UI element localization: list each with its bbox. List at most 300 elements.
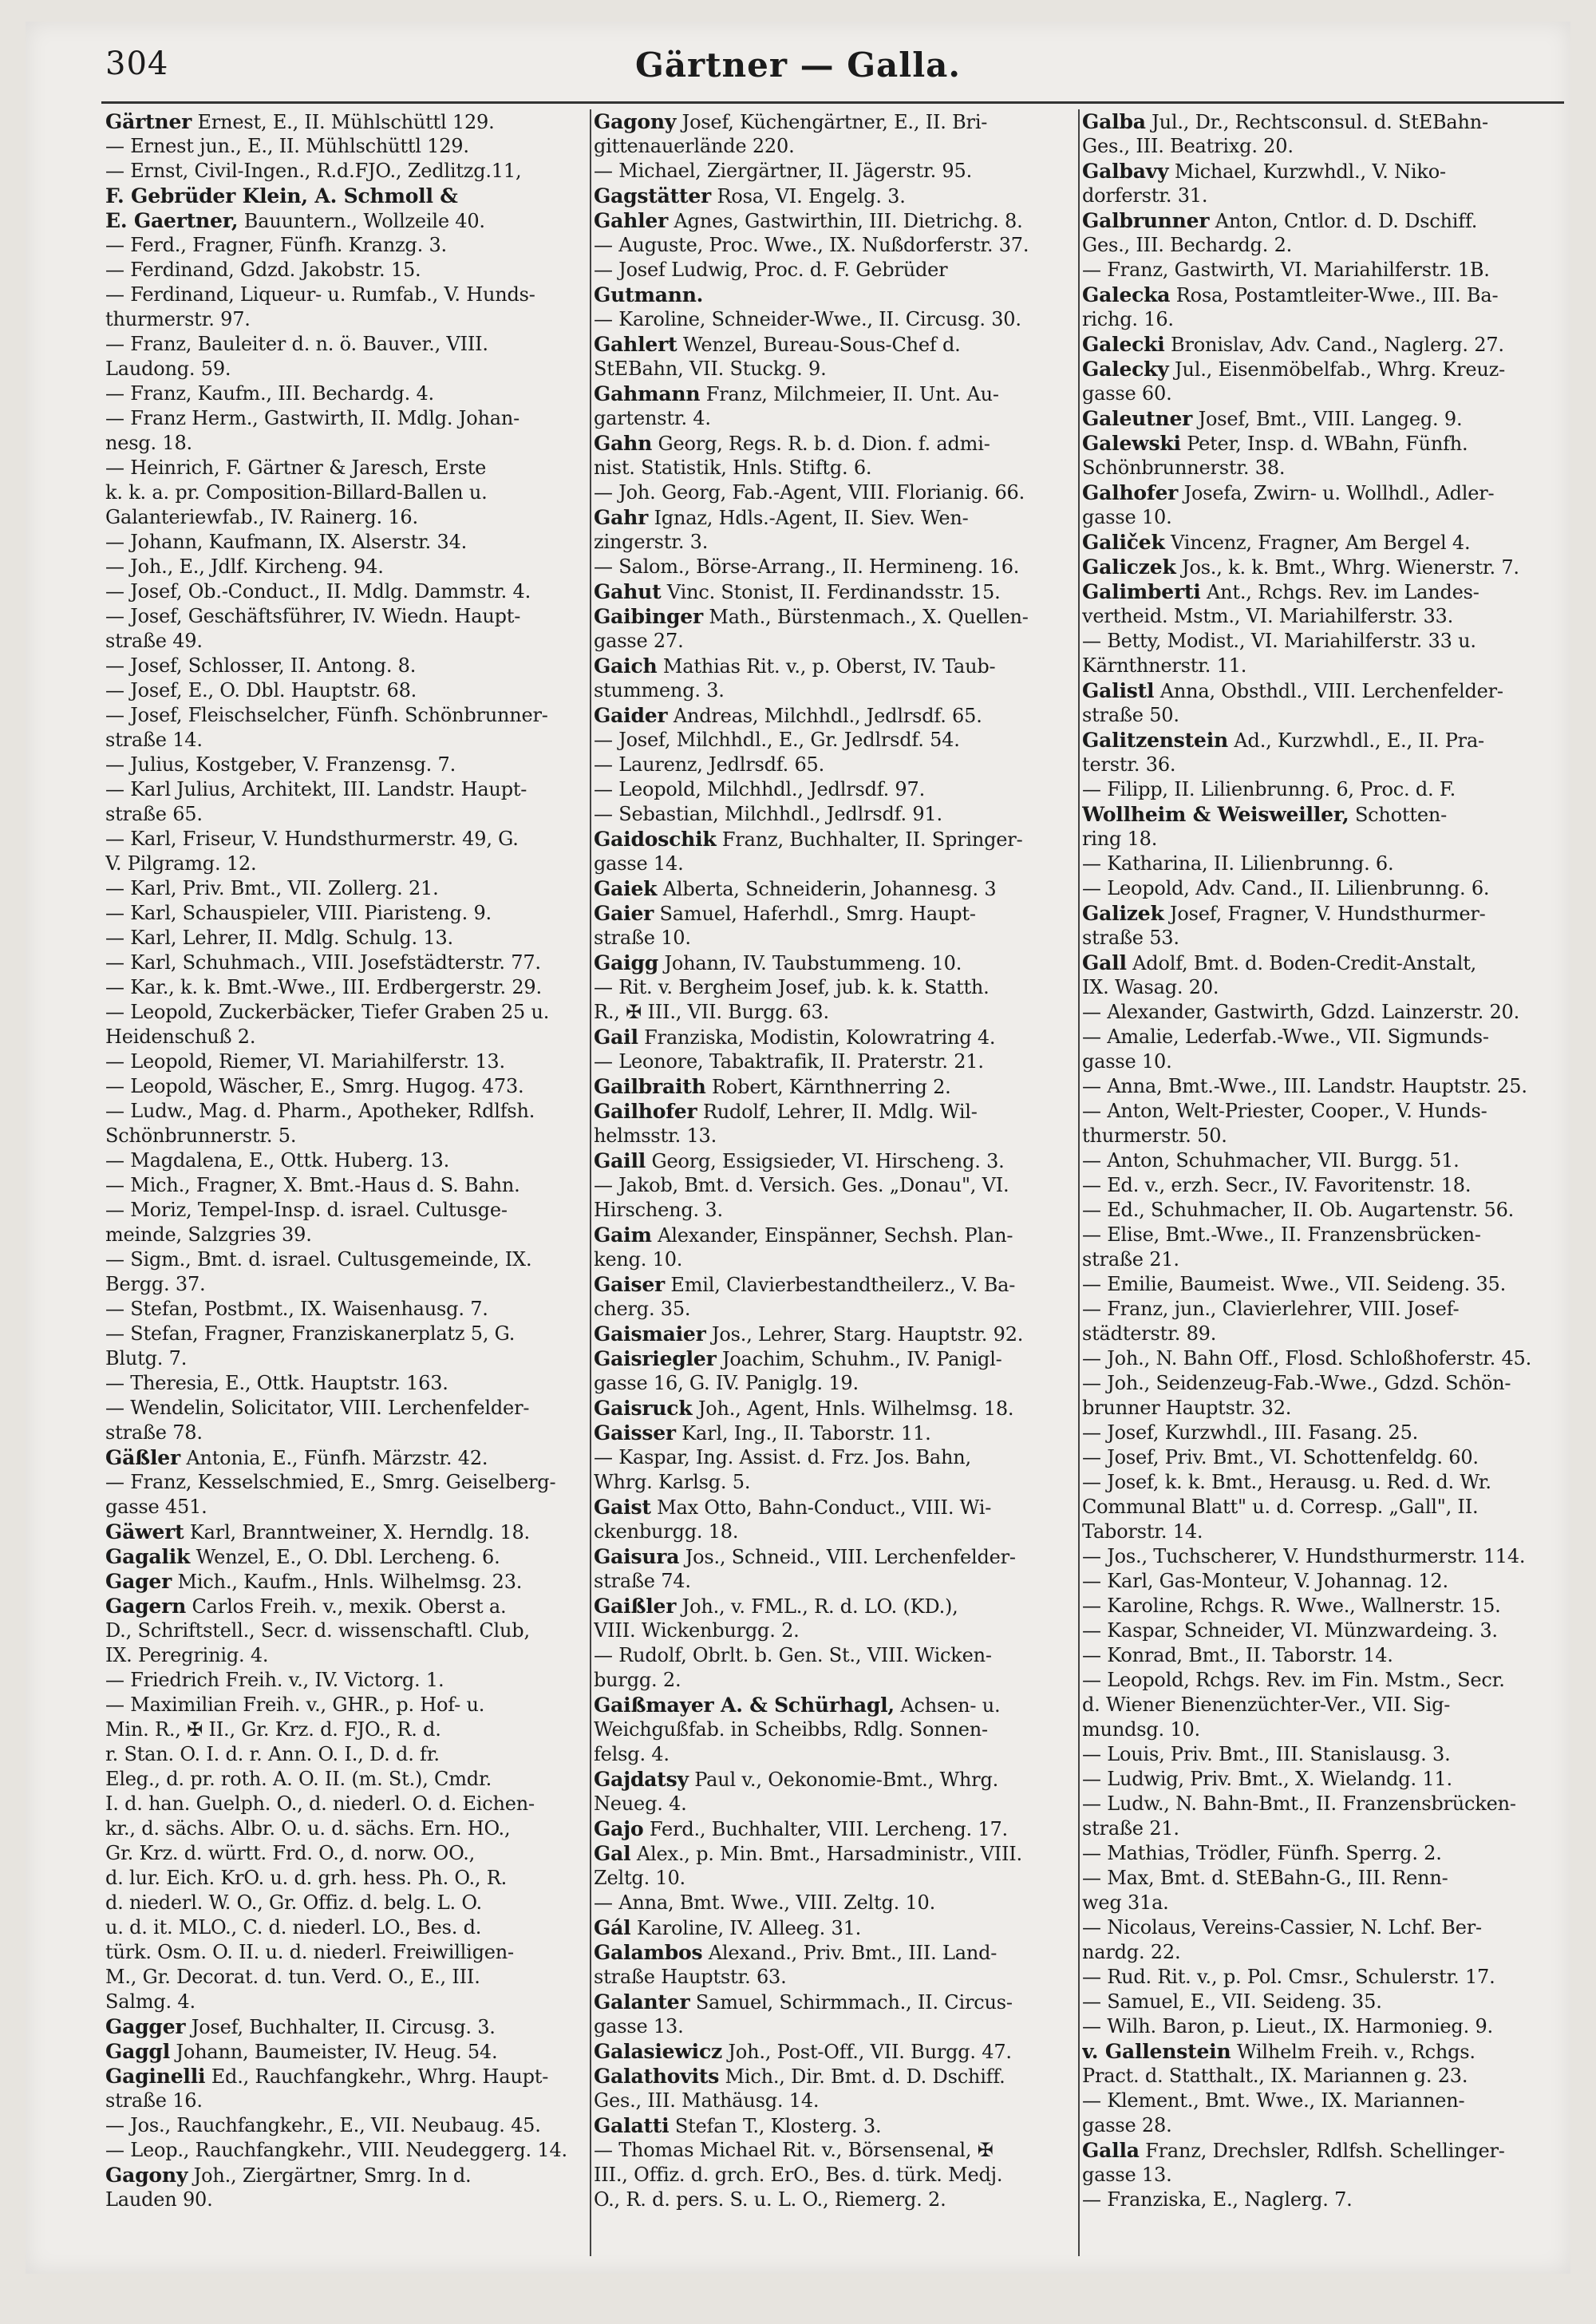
entry-text: — Stefan, Fragner, Franziskanerplatz 5, G. — [105, 1322, 516, 1345]
entry-text: — Leopold, Riemer, VI. Mariahilferstr. 13. — [105, 1050, 505, 1073]
entry-text: — Wendelin, Solicitator, VIII. Lerchenfelder- — [105, 1397, 530, 1419]
entry-text: Peter, Insp. d. WBahn, Fünfh. — [1180, 433, 1468, 455]
entry-text: — Sebastian, Milchhdl., Jedlrsdf. 91. — [594, 803, 942, 825]
entry-line — [105, 1272, 587, 1297]
entry-line — [594, 1668, 1076, 1693]
entry-text: — Josef, Fleischselcher, Fünfh. Schönbrunner- — [105, 704, 548, 726]
entry-text: meinde, Salzgries 39. — [105, 1223, 312, 1246]
entry-line — [105, 1915, 587, 1940]
surname: Gäßler — [105, 1446, 180, 1469]
surname: Gaisura — [594, 1545, 680, 1568]
entry-text: Eleg., d. pr. roth. A. O. II. (m. St.), Cmdr. — [105, 1768, 492, 1790]
surname: Gutmann. — [594, 283, 704, 306]
entry-text: — Jos., Rauchfangkehr., E., VII. Neubaug. 45. — [105, 2114, 541, 2136]
entry-text: Wenzel, E., O. Dbl. Lercheng. 6. — [190, 1546, 500, 1568]
entry-text: gasse 13. — [594, 2015, 684, 2037]
surname: Galbavy — [1082, 160, 1169, 183]
entry-text: — Josef, Ob.-Conduct., II. Mdlg. Dammstr. 4. — [105, 580, 531, 603]
entry-text: terstr. 36. — [1082, 753, 1176, 776]
entry-line — [105, 604, 587, 629]
column-divider — [590, 109, 591, 2256]
entry-text: — Leopold, Wäscher, E., Smrg. Hugog. 473. — [105, 1075, 524, 1097]
entry-text: Rosa, Postamtleiter-Wwe., III. Ba- — [1170, 284, 1499, 306]
surname: Galathovits — [594, 2065, 720, 2088]
entry-text: Min. R., ✠ II., Gr. Krz. d. FJO., R. d. — [105, 1718, 441, 1741]
entry-line — [105, 1346, 587, 1371]
entry-line — [1082, 1520, 1564, 1544]
entry-line — [594, 1371, 1076, 1396]
entry-text: — Ludw., N. Bahn-Bmt., II. Franzensbrücken- — [1082, 1792, 1516, 1815]
entry-line — [105, 629, 587, 654]
entry-text: straße 21. — [1082, 1248, 1179, 1271]
entry-text: dorferstr. 31. — [1082, 184, 1208, 207]
column-2 — [594, 109, 1076, 2256]
entry-text: — Rit. v. Bergheim Josef, jub. k. k. Statth. — [594, 976, 990, 998]
entry-line — [105, 381, 587, 406]
directory-page — [26, 22, 1570, 2274]
entry-line — [105, 1668, 587, 1693]
entry-line — [105, 2089, 587, 2113]
entry-text: Neueg. 4. — [594, 1792, 687, 1815]
entry-line — [594, 1544, 1076, 1569]
entry-text: I. d. han. Guelph. O., d. niederl. O. d. Eichen- — [105, 1792, 535, 1815]
entry-text: — Laurenz, Jedlrsdf. 65. — [594, 753, 825, 776]
entry-text: — Amalie, Lederfab.-Wwe., VII. Sigmunds- — [1082, 1026, 1489, 1048]
entry-line — [1082, 1272, 1564, 1297]
entry-text: — Theresia, E., Ottk. Hauptstr. 163. — [105, 1372, 448, 1394]
surname: Gagstätter — [594, 184, 712, 208]
entry-line — [105, 2188, 587, 2212]
entry-line — [594, 1693, 1076, 1717]
entry-text: Alberta, Schneiderin, Johannesg. 3 — [657, 878, 997, 900]
entry-text: Salmg. 4. — [105, 1990, 196, 2013]
entry-text: Achsen- u. — [894, 1694, 1001, 1717]
entry-text: Samuel, Haferhdl., Smrg. Haupt- — [654, 903, 976, 925]
entry-line — [1082, 1396, 1564, 1421]
entry-text: Mich., Kaufm., Hnls. Wilhelmsg. 23. — [172, 1571, 523, 1593]
entry-line — [1082, 1198, 1564, 1223]
entry-text: — Salom., Börse-Arrang., II. Hermineng. 16. — [594, 555, 1020, 578]
entry-text: M., Gr. Decorat. d. tun. Verd. O., E., III. — [105, 1966, 480, 1988]
entry-line — [105, 1767, 587, 1792]
entry-line — [594, 2064, 1076, 2089]
entry-line — [105, 975, 587, 1000]
surname: Gagern — [105, 1595, 187, 1618]
entry-text: Karl, Ing., II. Taborstr. 11. — [675, 1422, 931, 1445]
entry-line — [105, 1470, 587, 1495]
surname: Gaill — [594, 1149, 646, 1172]
entry-line — [594, 1520, 1076, 1544]
entry-line — [594, 1742, 1076, 1767]
entry-text: — Anna, Bmt.-Wwe., III. Landstr. Hauptstr. 25. — [1082, 1075, 1527, 1097]
entry-line — [594, 332, 1076, 357]
entry-line — [594, 579, 1076, 604]
surname: Gagalik — [105, 1545, 191, 1568]
entry-line — [594, 530, 1076, 555]
entry-line — [105, 406, 587, 431]
entry-text: Kärnthnerstr. 11. — [1082, 654, 1247, 677]
surname: Gahler — [594, 209, 669, 232]
entry-text: Samuel, Schirmmach., II. Circus- — [689, 1991, 1013, 2014]
surname: Gal — [594, 1842, 631, 1865]
entry-text: — Ernst, Civil-Ingen., R.d.FJO., Zedlitzg.11, — [105, 160, 522, 182]
entry-line — [594, 1470, 1076, 1495]
surname: Galiczek — [1082, 555, 1176, 579]
entry-line — [105, 654, 587, 678]
surname: Gaist — [594, 1496, 651, 1519]
entry-text: Ges., III. Beatrixg. 20. — [1082, 135, 1294, 157]
entry-text: — Josef, Geschäftsführer, IV. Wiedn. Haupt- — [105, 605, 521, 627]
entry-line — [1082, 2138, 1564, 2163]
entry-text: straße 65. — [105, 803, 203, 825]
entry-line — [1082, 1099, 1564, 1124]
entry-text: keng. 10. — [594, 1248, 683, 1271]
entry-text: straße 49. — [105, 630, 203, 652]
entry-line — [1082, 975, 1564, 1000]
surname: Gaich — [594, 654, 658, 678]
entry-line — [105, 827, 587, 852]
entry-line — [1082, 1322, 1564, 1346]
entry-line — [1082, 1445, 1564, 1470]
entry-text: — Konrad, Bmt., II. Taborstr. 14. — [1082, 1644, 1393, 1666]
entry-text: Alexand., Priv. Bmt., III. Land- — [702, 1942, 998, 1964]
entry-text: gittenauerlände 220. — [594, 135, 795, 157]
entry-text: — Joh. Georg, Fab.-Agent, VIII. Florianig. 66. — [594, 481, 1025, 504]
entry-text: Jos., Lehrer, Starg. Hauptstr. 92. — [705, 1323, 1024, 1346]
entry-line — [1082, 480, 1564, 505]
entry-line — [594, 1965, 1076, 1990]
surname: Gaisser — [594, 1421, 676, 1445]
entry-text: Ed., Rauchfangkehr., Whrg. Haupt- — [205, 2065, 549, 2088]
entry-line — [594, 184, 1076, 208]
entry-line — [594, 1346, 1076, 1371]
entry-line — [594, 283, 1076, 307]
entry-text: Ignaz, Hdls.-Agent, II. Siev. Wen- — [648, 507, 969, 529]
entry-text: Franziska, Modistin, Kolowratring 4. — [638, 1026, 996, 1049]
entry-line — [105, 1000, 587, 1025]
entry-line — [1082, 1297, 1564, 1322]
entry-text: — Franz Herm., Gastwirth, II. Mdlg. Johan- — [105, 407, 519, 429]
entry-text: stummeng. 3. — [594, 679, 725, 702]
surname: Galla — [1082, 2139, 1140, 2162]
entry-line — [105, 728, 587, 753]
entry-text: Georg, Regs. R. b. d. Dion. f. admi- — [652, 433, 990, 455]
entry-text: d. niederl. W. O., Gr. Offiz. d. belg. L. O. — [105, 1891, 482, 1914]
entry-text: gasse 16, G. IV. Paniglg. 19. — [594, 1372, 859, 1394]
entry-line — [594, 1148, 1076, 1173]
column-divider — [1078, 109, 1080, 2256]
entry-line — [105, 555, 587, 579]
entry-text: Alexander, Einspänner, Sechsh. Plan- — [651, 1224, 1013, 1247]
entry-text: Weichgußfab. in Scheibbs, Rdlg. Sonnen- — [594, 1718, 988, 1741]
entry-text: d. lur. Eich. KrO. u. d. grh. hess. Ph. O., R. — [105, 1867, 508, 1889]
surname: Gagger — [105, 2015, 186, 2038]
entry-line — [594, 654, 1076, 678]
surname: Wollheim & Weisweiller, — [1082, 803, 1349, 826]
surname: Gaißler — [594, 1595, 677, 1618]
entry-text: — Moriz, Tempel-Insp. d. israel. Cultusge- — [105, 1199, 508, 1221]
entry-text: — Louis, Priv. Bmt., III. Stanislausg. 3. — [1082, 1743, 1451, 1765]
entry-line — [594, 406, 1076, 431]
surname: Galecka — [1082, 283, 1171, 306]
entry-text: kr., d. sächs. Albr. O. u. d. sächs. Ern. HO., — [105, 1817, 511, 1840]
entry-text: — Karl, Friseur, V. Hundsthurmerstr. 49, G. — [105, 828, 519, 850]
entry-line — [105, 505, 587, 530]
entry-text: — Karoline, Rchgs. R. Wwe., Wallnerstr. 15. — [1082, 1595, 1501, 1617]
entry-line — [105, 1866, 587, 1891]
entry-text: Anna, Obsthdl., VIII. Lerchenfelder- — [1154, 680, 1503, 702]
entry-line — [105, 1792, 587, 1816]
entry-line — [105, 1816, 587, 1841]
entry-line — [594, 728, 1076, 753]
entry-text: — Joh., E., Jdlf. Kircheng. 94. — [105, 555, 384, 578]
entry-line — [1082, 1148, 1564, 1173]
entry-line — [1082, 134, 1564, 159]
entry-line — [105, 1148, 587, 1173]
entry-text: — Julius, Kostgeber, V. Franzensg. 7. — [105, 753, 456, 776]
entry-line — [1082, 1544, 1564, 1569]
entry-text: d. Wiener Bienenzüchter-Ver., VII. Sig- — [1082, 1694, 1451, 1716]
entry-line — [105, 109, 587, 134]
entry-text: — Filipp, II. Lilienbrunng. 6, Proc. d. F. — [1082, 778, 1456, 800]
surname: Gaim — [594, 1223, 652, 1247]
entry-line — [594, 480, 1076, 505]
entry-line — [594, 1049, 1076, 1074]
entry-text: Joachim, Schuhm., IV. Panigl- — [716, 1348, 1002, 1370]
entry-text: nist. Statistik, Hnls. Stiftg. 6. — [594, 457, 872, 479]
entry-text: richg. 16. — [1082, 308, 1174, 330]
entry-text: — Joh., N. Bahn Off., Flosd. Schloßhoferstr. 45. — [1082, 1347, 1532, 1370]
entry-text: Wilhelm Freih. v., Rchgs. — [1231, 2041, 1476, 2063]
entry-text: Franz, Drechsler, Rdlfsh. Schellinger- — [1139, 2140, 1505, 2162]
entry-text: Ferd., Buchhalter, VIII. Lercheng. 17. — [643, 1818, 1008, 1840]
entry-text: gasse 10. — [1082, 1050, 1172, 1073]
entry-text: — Karl, Lehrer, II. Mdlg. Schulg. 13. — [105, 927, 453, 949]
entry-line — [105, 1495, 587, 1520]
entry-text: O., R. d. pers. S. u. L. O., Riemerg. 2. — [594, 2188, 946, 2211]
entry-line — [1082, 332, 1564, 357]
entry-text: Karoline, IV. Alleeg. 31. — [630, 1917, 862, 1939]
entry-line — [1082, 1074, 1564, 1099]
entry-text: StEBahn, VII. Stuckg. 9. — [594, 358, 827, 380]
entry-line — [1082, 901, 1564, 926]
entry-line — [594, 159, 1076, 184]
entry-text: — Katharina, II. Lilienbrunng. 6. — [1082, 852, 1394, 875]
entry-line — [105, 2163, 587, 2188]
entry-text: — Ferdinand, Gdzd. Jakobstr. 15. — [105, 259, 421, 281]
entry-text: — Ludwig, Priv. Bmt., X. Wielandg. 11. — [1082, 1768, 1452, 1790]
surname: Gaißmayer A. & Schürhagl, — [594, 1694, 895, 1717]
entry-line — [1082, 1841, 1564, 1866]
entry-line — [105, 258, 587, 283]
entry-line — [1082, 406, 1564, 431]
entry-text: — Franz, jun., Clavierlehrer, VIII. Josef- — [1082, 1298, 1460, 1320]
entry-line — [594, 1643, 1076, 1668]
entry-line — [1082, 208, 1564, 233]
entry-line — [594, 1816, 1076, 1841]
entry-line — [105, 1693, 587, 1717]
entry-text: — Rudolf, Obrlt. b. Gen. St., VIII. Wicken- — [594, 1644, 992, 1666]
surname: Gaider — [594, 704, 668, 727]
surname: Gailbraith — [594, 1075, 706, 1098]
entry-text: Bergg. 37. — [105, 1273, 206, 1295]
entry-line — [105, 753, 587, 777]
entry-line — [594, 852, 1076, 876]
entry-line — [1082, 1049, 1564, 1074]
entry-line — [1082, 753, 1564, 777]
entry-line — [105, 184, 587, 208]
entry-line — [1082, 802, 1564, 827]
entry-text: — Ernest jun., E., II. Mühlschüttl 129. — [105, 135, 469, 157]
entry-line — [1082, 1421, 1564, 1445]
entry-line — [105, 159, 587, 184]
entry-text: D., Schriftstell., Secr. d. wissenschaftl. Club, — [105, 1619, 530, 1642]
entry-line — [1082, 1693, 1564, 1717]
entry-line — [1082, 1891, 1564, 1915]
entry-text: Ant., Rchgs. Rev. im Landes- — [1200, 581, 1479, 603]
surname: Gagony — [594, 110, 677, 133]
entry-line — [1082, 2113, 1564, 2138]
surname: Gaisruck — [594, 1397, 693, 1420]
entry-line — [105, 456, 587, 480]
entry-line — [1082, 555, 1564, 579]
surname: Gager — [105, 1570, 172, 1593]
entry-text: — Ferd., Fragner, Fünfh. Kranzg. 3. — [105, 234, 447, 256]
entry-text: — Ed. v., erzh. Secr., IV. Favoritenstr. 18. — [1082, 1174, 1472, 1196]
entry-line — [594, 1124, 1076, 1148]
entry-line — [105, 1173, 587, 1198]
entry-text: Zeltg. 10. — [594, 1867, 685, 1889]
entry-text: Paul v., Oekonomie-Bmt., Whrg. — [688, 1769, 999, 1791]
entry-line — [594, 505, 1076, 530]
entry-line — [105, 802, 587, 827]
surname: Galeutner — [1082, 407, 1193, 430]
entry-text: straße 53. — [1082, 927, 1179, 949]
entry-line — [105, 208, 587, 233]
entry-text: Rosa, VI. Engelg. 3. — [711, 185, 906, 208]
entry-line — [105, 480, 587, 505]
surname: Galitzenstein — [1082, 729, 1228, 752]
entry-text: Franz, Buchhalter, II. Springer- — [716, 828, 1023, 851]
entry-line — [594, 1866, 1076, 1891]
entry-line — [594, 1841, 1076, 1866]
surname: Galanter — [594, 1990, 690, 2014]
entry-line — [105, 579, 587, 604]
entry-line — [594, 1099, 1076, 1124]
entry-line — [1082, 505, 1564, 530]
entry-text: Max Otto, Bahn-Conduct., VIII. Wi- — [650, 1496, 992, 1519]
entry-line — [1082, 159, 1564, 184]
entry-text: — Wilh. Baron, p. Lieut., IX. Harmonieg. 9. — [1082, 2015, 1493, 2037]
entry-line — [1082, 109, 1564, 134]
entry-line — [105, 1049, 587, 1074]
entry-text: — Joh., Seidenzeug-Fab.-Wwe., Gdzd. Schön- — [1082, 1372, 1511, 1394]
entry-text: — Maximilian Freih. v., GHR., p. Hof- u. — [105, 1694, 485, 1716]
entry-line — [105, 332, 587, 357]
entry-line — [594, 2039, 1076, 2064]
entry-text: Ernest, E., II. Mühlschüttl 129. — [192, 111, 495, 133]
entry-line — [105, 530, 587, 555]
entry-line — [105, 1965, 587, 1990]
entry-line — [594, 1322, 1076, 1346]
entry-line — [105, 1544, 587, 1569]
surname: Gaigg — [594, 951, 659, 974]
entry-line — [594, 1445, 1076, 1470]
entry-line — [1082, 456, 1564, 480]
entry-text: — Michael, Ziergärtner, II. Jägerstr. 95. — [594, 160, 973, 182]
entry-line — [594, 1495, 1076, 1520]
entry-line — [105, 2113, 587, 2138]
surname: E. Gaertner, — [105, 209, 239, 232]
entry-line — [1082, 1767, 1564, 1792]
entry-text: — Josef Ludwig, Proc. d. F. Gebrüder — [594, 259, 948, 281]
entry-line — [1082, 1000, 1564, 1025]
entry-line — [105, 1569, 587, 1594]
entry-text: Michael, Kurzwhdl., V. Niko- — [1168, 160, 1446, 183]
entry-text: straße 74. — [594, 1570, 691, 1592]
entry-line — [594, 1198, 1076, 1223]
entry-text: Ad., Kurzwhdl., E., II. Pra- — [1227, 729, 1484, 752]
entry-text: — Leopold, Rchgs. Rev. im Fin. Mstm., Secr. — [1082, 1669, 1505, 1691]
entry-line — [105, 703, 587, 728]
entry-line — [105, 134, 587, 159]
entry-line — [105, 2138, 587, 2163]
surname: Gaidoschik — [594, 828, 717, 851]
surname: Galistl — [1082, 679, 1155, 702]
entry-text: r. Stan. O. I. d. r. Ann. O. I., D. d. fr. — [105, 1743, 440, 1765]
entry-text: gasse 10. — [1082, 506, 1172, 528]
entry-line — [105, 357, 587, 381]
entry-text: Mich., Dir. Bmt. d. D. Dschiff. — [719, 2065, 1005, 2088]
entry-text: — Nicolaus, Vereins-Cassier, N. Lchf. Ber- — [1082, 1916, 1482, 1939]
surname: Gaisriegler — [594, 1347, 717, 1370]
entry-line — [105, 1891, 587, 1915]
entry-text: mundsg. 10. — [1082, 1718, 1200, 1741]
entry-text: — Jos., Tuchscherer, V. Hundsthurmerstr. 114. — [1082, 1545, 1526, 1567]
entry-text: — Josef, E., O. Dbl. Hauptstr. 68. — [105, 679, 417, 702]
entry-line — [594, 357, 1076, 381]
entry-text: — Max, Bmt. d. StEBahn-G., III. Renn- — [1082, 1867, 1448, 1889]
entry-line — [105, 852, 587, 876]
entry-text: gartenstr. 4. — [594, 407, 711, 429]
entry-line — [105, 307, 587, 332]
surname: Galecky — [1082, 358, 1169, 381]
entry-text: — Ed., Schuhmacher, II. Ob. Augartenstr. 56. — [1082, 1199, 1515, 1221]
column-1 — [105, 109, 587, 2256]
entry-line — [1082, 1247, 1564, 1272]
entry-text: weg 31a. — [1082, 1891, 1169, 1914]
entry-line — [1082, 2064, 1564, 2089]
entry-line — [105, 1520, 587, 1544]
entry-text: — Leop., Rauchfangkehr., VIII. Neudeggerg. 14. — [105, 2139, 567, 2161]
surname: Galimberti — [1082, 580, 1201, 603]
entry-text: zingerstr. 3. — [594, 531, 709, 553]
surname: Galasiewicz — [594, 2040, 722, 2063]
entry-text: brunner Hauptstr. 32. — [1082, 1397, 1292, 1419]
surname: Galizek — [1082, 902, 1164, 925]
entry-line — [105, 2014, 587, 2039]
column-3 — [1082, 109, 1564, 2256]
entry-line — [594, 1940, 1076, 1965]
entry-line — [594, 1618, 1076, 1643]
entry-text: — Alexander, Gastwirth, Gdzd. Lainzerstr. 20. — [1082, 1001, 1520, 1023]
entry-text: Schotten- — [1349, 804, 1447, 826]
entry-line — [1082, 1124, 1564, 1148]
entry-text: Josef, Küchengärtner, E., II. Bri- — [676, 111, 988, 133]
surname: Galecki — [1082, 333, 1165, 356]
entry-text: straße 50. — [1082, 704, 1179, 726]
entry-line — [1082, 2089, 1564, 2113]
